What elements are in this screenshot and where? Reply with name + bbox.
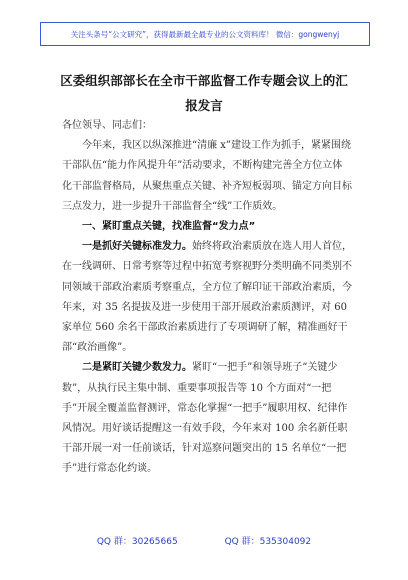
greeting: 各位领导、同志们： [62,120,152,131]
footer-contacts [0,534,408,547]
document-body [62,116,352,480]
paragraph-2-body: 紧盯“一把手”和领导班子“关键少数”，从执行民主集中制、重要事项报告等 10 个方面对“一把手”开展全覆盖监督测评，常态化掌握“一把手”履职用权、纪律作风情况。用好谈话提醒这一有效手段，今年来对 100 余名新任职干部开展一对一任前谈话，针对巡察问题突出的 15 名单位“一把手”进行常态化约谈。 [62,362,348,475]
qq-group-2: QQ 群：535304092 [224,537,312,547]
paragraph-2 [62,358,352,479]
paragraph-1 [62,237,352,358]
promo-banner: 关注头条号“公文研究”，获得最新最全最专业的公文资料库！ 微信：gongwenyj [40,22,370,46]
section-heading-1: 一、紧盯重点关键，找准监督“发力点” [82,221,256,233]
paragraph-1-lead: 一是抓好关键标准发力。 [82,241,192,253]
qq-group-1: QQ 群：30265665 [96,537,178,547]
paragraph-2-lead: 二是紧盯关键少数发力。 [82,362,192,374]
intro-paragraph: 今年来，我区以纵深推进“清廉 x”建设工作为抓手，紧紧围绕干部队伍“能力作风提升年”活动要求，不断构建完善全方位立体化干部监督格局，从聚焦重点关键、补齐短板弱项、锚定方向目标三点发力，进一步提升干部监督全“线”工作质效。 [62,140,352,212]
document-title: 区委组织部部长在全市干部监督工作专题会议上的汇报发言 [60,73,348,113]
paragraph-1-body: 始终将政治素质放在选人用人首位，在一线调研、日常考察等过程中拓宽考察视野分类明确不同类别不同领域干部政治素质考察重点，全方位了解印证干部政治素质，今年来，对 35 名提拔及进一步使用干部开展政治素质测评，对 60 家单位 560 余名干部政治素质进行了专项调研了解，精准画好干部“政治画像”。 [62,241,352,354]
